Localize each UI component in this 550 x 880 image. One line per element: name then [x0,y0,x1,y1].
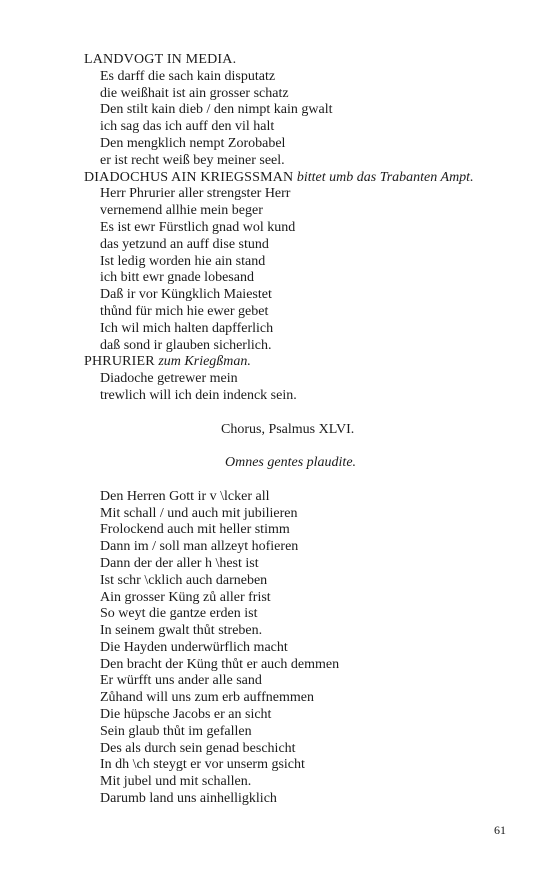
verse-line: Den bracht der Küng thůt er auch demmen [100,656,340,672]
verse-line: Sein glaub thůt im gefallen [100,723,252,739]
verse-line: Ain grosser Küng zů aller frist [100,589,271,605]
spacer [84,405,514,422]
verse-line: Dann der der aller h \hest ist [100,555,259,571]
verse-line: Er würfft uns ander alle sand [100,673,262,689]
speaker-name: PHRURIER [84,354,155,370]
verse-line: ich sag das ich auff den vil halt [100,119,275,135]
speech-block-landvogt [84,52,514,170]
verse-line: So weyt die gantze erden ist [100,606,258,622]
page-number: 61 [494,823,506,837]
verse-line: Herr Phrurier aller strengster Herr [100,186,291,202]
page-body [84,52,514,808]
stage-direction: zum Kriegßman. [158,354,251,370]
speaker-heading [84,170,514,187]
verse-line: Mit schall / und auch mit jubilieren [100,505,298,521]
verse-line: Dann im / soll man allzeyt hofieren [100,539,299,555]
chorus-subtitle: Omnes gentes plaudite. [225,455,357,471]
verse-line: Die Hayden underwürflich macht [100,639,288,655]
verse-line: Frolockend auch mit heller stimm [100,522,290,538]
speaker-name: LANDVOGT IN MEDIA. [84,52,237,67]
verse-line: Den mengklich nempt Zorobabel [100,135,286,151]
verse-line: ich bitt ewr gnade lobesand [100,270,254,286]
verse-line: thůnd für mich hie ewer gebet [100,303,269,319]
speech-block-diadochus [84,170,514,355]
verse-line: In dh \ch steygt er vor unserm gsicht [100,757,305,773]
verse-line: er ist recht weiß bey meiner seel. [100,152,285,168]
verse-line: Es ist ewr Fürstlich gnad wol kund [100,219,296,235]
verse-line: Den Herren Gott ir v \lcker all [100,488,270,504]
speaker-name: DIADOCHUS AIN KRIEGSSMAN [84,169,294,185]
verse-line: die weißhait ist ain grosser schatz [100,85,289,101]
verse-line: daß sond ir glauben sicherlich. [100,337,272,353]
verse-line: Zůhand will uns zum erb auffnemmen [100,690,314,706]
verse-line: Den stilt kain dieb / den nimpt kain gwalt [100,102,333,118]
verse-line: Daß ir vor Küngklich Maiestet [100,287,272,303]
verse-line: Es darff die sach kain disputatz [100,68,276,84]
speech-block-phrurier [84,354,514,404]
verse-line: Die hüpsche Jacobs er an sicht [100,707,272,723]
spacer [84,472,514,489]
verse-line: trewlich will ich dein indenck sein. [100,387,297,403]
verse-line: Diadoche getrewer mein [100,371,238,387]
verse-line: In seinem gwalt thůt streben. [100,623,263,639]
verse-line: Ist ledig worden hie ain stand [100,253,266,269]
verse-line: Ich wil mich halten dapfferlich [100,320,274,336]
spacer [84,438,514,455]
chorus-title: Chorus, Psalmus XLVI. [221,421,355,437]
stage-direction: bittet umb das Trabanten Ampt. [296,169,474,185]
chorus-section [84,422,514,808]
speaker-heading [84,52,514,69]
verse-line: Mit jubel und mit schallen. [100,774,252,790]
verse-line: vernemend allhie mein beger [100,203,263,219]
verse-line: das yetzund an auff dise stund [100,236,269,252]
verse-line: Ist schr \cklich auch darneben [100,572,268,588]
verse-line: Des als durch sein genad beschicht [100,740,296,756]
verse-line: Darumb land uns ainhelligklich [100,791,277,807]
speaker-heading [84,354,514,371]
